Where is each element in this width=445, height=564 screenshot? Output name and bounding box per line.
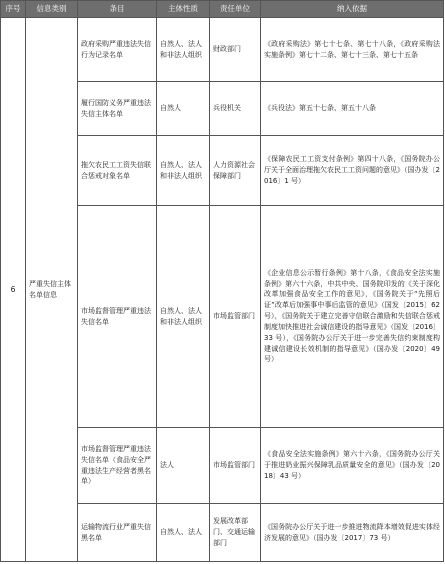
- nature-cell: 自然人、法人: [157, 504, 210, 562]
- nature-cell: 自然人、法人和非法人组织: [157, 136, 210, 206]
- item-cell: 市场监督管理严重违法失信名单（食品安全严重违法生产经营者黑名单）: [78, 428, 157, 504]
- header-unit: 责任单位: [210, 1, 261, 18]
- unit-cell: 财政部门: [210, 18, 261, 82]
- header-seq: 序号: [1, 1, 26, 18]
- basis-cell: 《保障农民工工资支付条例》第四十八条，《国务院办公厅关于全面治理拖欠农民工工资问题的意见》（国办发〔2016〕1 号）: [261, 136, 444, 206]
- nature-cell: 法人: [157, 428, 210, 504]
- unit-cell: 人力资源社会保障部门: [210, 136, 261, 206]
- basis-cell: 《国务院办公厅关于进一步推进物流降本增效促进实体经济发展的意见》（国办发〔2017〕73 号）: [261, 504, 444, 562]
- header-category: 信息类别: [26, 1, 78, 18]
- table-row: [1, 18, 444, 82]
- seq-cell: 6: [1, 18, 26, 562]
- header-nature: 主体性质: [157, 1, 210, 18]
- unit-cell: 市场监管部门: [210, 428, 261, 504]
- category-cell: 严重失信主体名单信息: [26, 18, 78, 562]
- unit-cell: 市场监管部门: [210, 206, 261, 428]
- header-row: [1, 1, 444, 18]
- item-cell: 拖欠农民工工资失信联合惩戒对象名单: [78, 136, 157, 206]
- basis-cell: 《政府采购法》第七十七条、第七十八条，《政府采购法实施条例》第七十二条、第七十三条、第七十五条: [261, 18, 444, 82]
- item-cell: 运输物流行业严重失信黑名单: [78, 504, 157, 562]
- nature-cell: 自然人、法人和非法人组织: [157, 18, 210, 82]
- header-item: 条目: [78, 1, 157, 18]
- nature-cell: 自然人、法人和非法人组织: [157, 206, 210, 428]
- unit-cell: 发展改革部门、交通运输部门: [210, 504, 261, 562]
- item-cell: 市场监督管理严重违法失信名单: [78, 206, 157, 428]
- basis-cell: 《兵役法》第五十七条、第五十八条: [261, 82, 444, 136]
- basis-cell: 《企业信息公示暂行条例》第十八条，《食品安全法实施条例》第六十六条，中共中央、国务院印发的《关于深化改革加强食品安全工作的意见》，《国务院关于“先照后证”改革后加强事中事后监管的意见》（国发〔2015〕62 号），《国务院关于建立完善守信联合激励和失信联合惩戒制度加快推进社会诚信建设的指导意见》（国发〔2016〕33 号），《国务院办公厅关于进一步完善失信约束制度构建诚信建设长效机制的指导意见》（国办发〔2020〕49 号）: [261, 206, 444, 428]
- basis-cell: 《食品安全法实施条例》第六十六条，《国务院办公厅关于推进奶业振兴保障乳品质量安全的意见》（国办发〔2018〕43 号）: [261, 428, 444, 504]
- item-cell: 履行国防义务严重违法失信主体名单: [78, 82, 157, 136]
- header-basis: 纳入依据: [261, 1, 444, 18]
- unit-cell: 兵役机关: [210, 82, 261, 136]
- nature-cell: 自然人: [157, 82, 210, 136]
- item-cell: 政府采购严重违法失信行为记录名单: [78, 18, 157, 82]
